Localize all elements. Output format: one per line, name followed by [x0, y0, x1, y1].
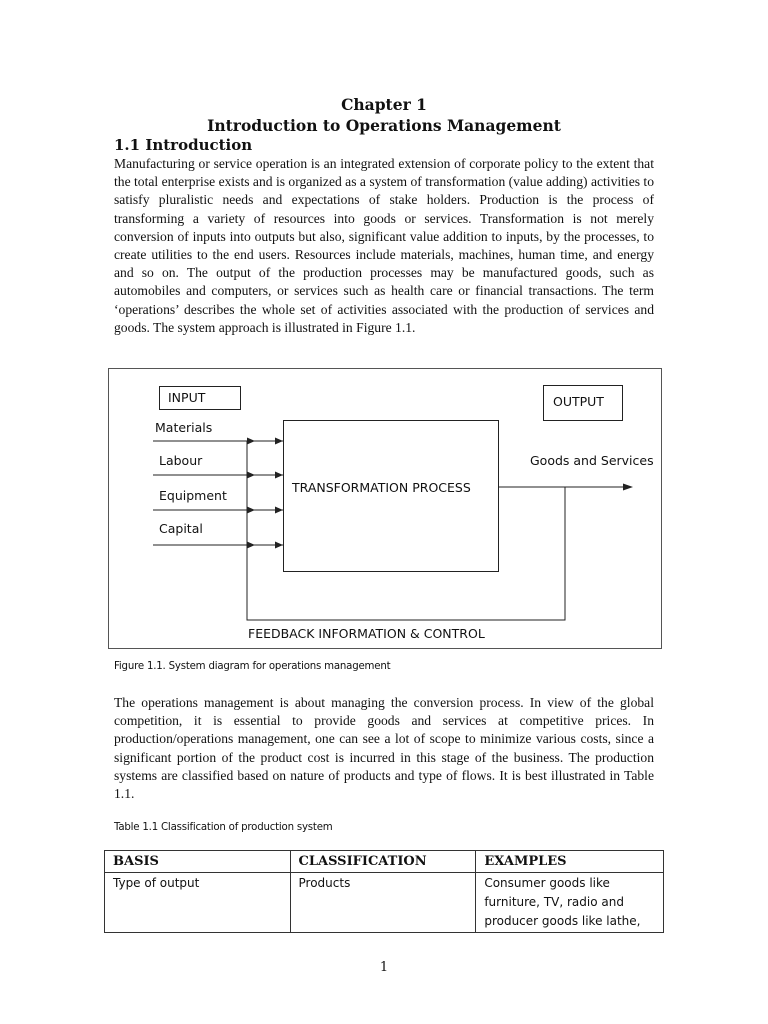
classification-table	[104, 850, 664, 933]
input-label: INPUT	[168, 390, 206, 405]
feedback-label: FEEDBACK INFORMATION & CONTROL	[248, 626, 485, 641]
section-heading: 1.1 Introduction	[114, 136, 253, 154]
chapter-title: Introduction to Operations Management	[207, 116, 561, 135]
system-diagram	[108, 368, 662, 649]
header-classification: CLASSIFICATION	[290, 851, 476, 873]
operations-paragraph: The operations management is about managing the conversion process. In view of the global competition, it is essential to provide goods and services at competitive prices. In production/operations management, one can see a lot of scope to minimize various costs, since a significant portion of the product cost is incurred in this stage of the business. The production systems are classified based on nature of products and type of flows. It is best illustrated in Table 1.1.	[114, 695, 654, 802]
output-goods-label: Goods and Services	[530, 453, 654, 468]
cell-classification: Products	[290, 873, 476, 933]
table-row	[105, 873, 664, 933]
intro-paragraph: Manufacturing or service operation is an integrated extension of corporate policy to the extent that the total enterprise exists and is organized as a system of transformation (value adding) activities to satisfy pluralistic needs and expectations of stake holders. Production is the process of transforming a variety of resources into goods or services. Transformation is not merely conversion of inputs into outputs but also, significant value addition to inputs, by the processes, to create utilities to the end users. Resources include materials, machines, human time, and energy and so on. The output of the production processes may be manufactured goods, such as automobiles and computers, or services such as health care or financial transactions. The term ‘operations’ describes the whole set of activities associated with the production of services and goods. The system approach is illustrated in Figure 1.1.	[114, 156, 654, 335]
cell-basis: Type of output	[105, 873, 291, 933]
input-equipment: Equipment	[159, 488, 227, 503]
feedback-loop	[247, 441, 565, 620]
header-examples: EXAMPLES	[476, 851, 664, 873]
table-header-row	[105, 851, 664, 873]
figure-caption: Figure 1.1. System diagram for operations management	[114, 661, 391, 672]
input-labour: Labour	[159, 453, 203, 468]
diagram-arrows	[109, 369, 661, 648]
output-label: OUTPUT	[553, 394, 604, 409]
header-basis: BASIS	[105, 851, 291, 873]
input-capital: Capital	[159, 521, 203, 536]
cell-examples: Consumer goods like furniture, TV, radio and producer goods like lathe,	[476, 873, 664, 933]
table-caption: Table 1.1 Classification of production system	[114, 822, 333, 833]
input-materials: Materials	[155, 420, 213, 435]
process-label: TRANSFORMATION PROCESS	[292, 480, 471, 495]
chapter-label: Chapter 1	[341, 95, 427, 114]
page-number: 1	[379, 960, 389, 975]
